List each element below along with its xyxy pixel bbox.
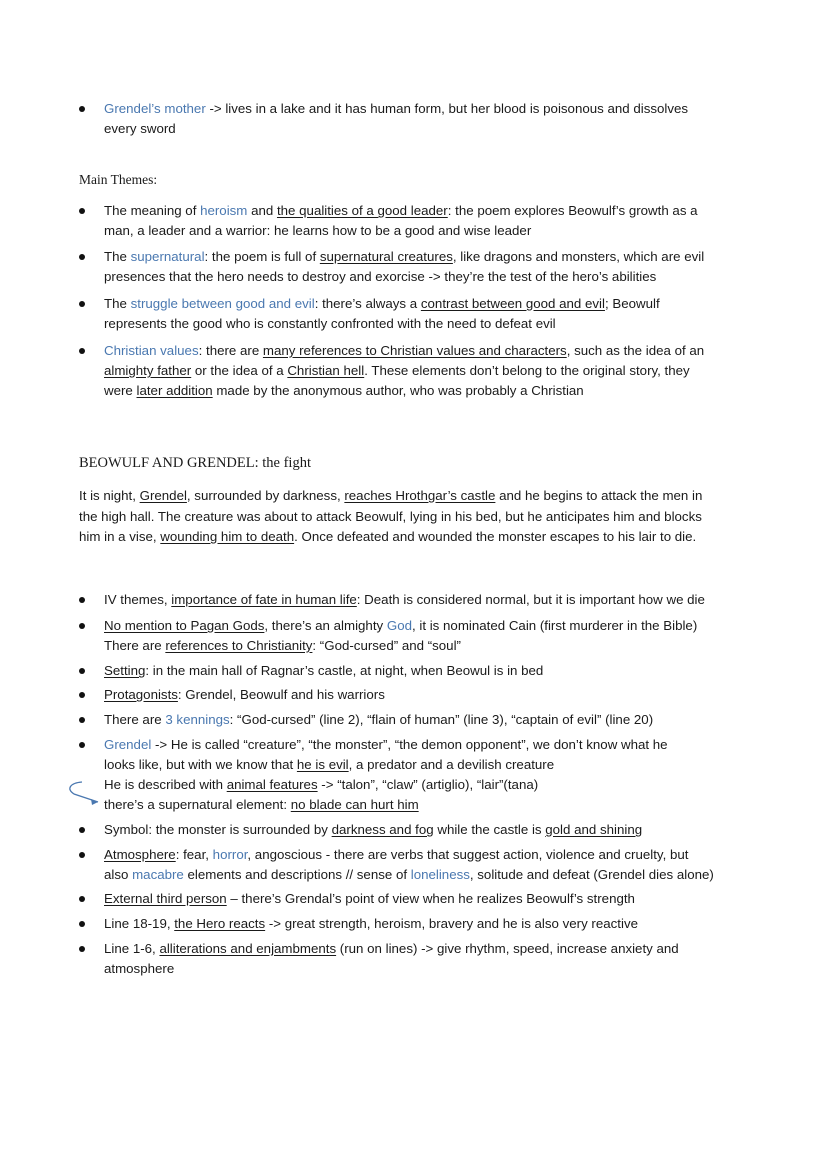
text-span: while the castle is	[433, 822, 546, 837]
text-span: were	[104, 383, 137, 398]
text-span: no blade can hurt him	[290, 797, 419, 812]
text-span: macabre	[132, 867, 184, 882]
text-span: – there’s Grendal’s point of view when he realizes Beowulf’s strength	[226, 891, 635, 906]
text-span: also	[104, 867, 133, 882]
text-span: The	[104, 296, 131, 311]
text-span: : “God-cursed” and “soul”	[312, 638, 461, 653]
text-span: every sword	[104, 121, 176, 136]
text-span: , surrounded by darkness,	[186, 488, 345, 503]
item-grendel	[104, 735, 784, 815]
text-span: there’s a supernatural element:	[104, 797, 291, 812]
text-span: references to Christianity	[165, 638, 313, 653]
text-span: Grendel	[104, 737, 152, 752]
text-span: He is described with	[104, 777, 227, 792]
text-span: supernatural	[130, 249, 205, 264]
bullet-dot	[79, 896, 85, 902]
text-span: and he begins to attack the men in	[495, 488, 703, 503]
text-span: horror	[212, 847, 248, 862]
text-span: the high hall. The creature was about to attack Beowulf, lying in his bed, but he anticipates him and blocks	[79, 508, 702, 524]
bullet-dot	[79, 946, 85, 952]
text-span: the qualities of a good leader	[276, 203, 448, 218]
text-span: Setting	[104, 663, 146, 678]
text-span: he is evil	[296, 757, 349, 772]
text-span: animal features	[226, 777, 318, 792]
text-span: darkness and fog	[331, 822, 434, 837]
text-span: elements and descriptions // sense of	[183, 867, 411, 882]
text-span: Christian hell	[287, 363, 365, 378]
text-span: The	[104, 249, 131, 264]
bullet-dot	[79, 921, 85, 927]
list-item-grendels-mother	[104, 99, 784, 139]
text-span: , solitude and defeat (Grendel dies alone)	[469, 867, 714, 882]
bullet-dot	[79, 827, 85, 833]
text-span: importance of fate in human life	[171, 592, 357, 607]
text-span: . Once defeated and wounded the monster escapes to his lair to die.	[294, 529, 697, 544]
text-span: Grendel	[139, 488, 187, 503]
text-span: , it is nominated Cain (first murderer in the Bible)	[412, 618, 698, 633]
curved-arrow-icon	[64, 779, 102, 809]
item-alliterations	[104, 939, 784, 979]
bullet-dot	[79, 348, 85, 354]
text-span: External third person	[104, 891, 227, 906]
bullet-dot	[79, 742, 85, 748]
text-span: looks like, but with we know that	[104, 757, 297, 772]
text-span: : “God-cursed” (line 2), “flain of human” (line 3), “captain of evil” (line 20)	[229, 712, 654, 727]
text-span: ; Beowulf	[604, 296, 660, 311]
text-span: -> “talon”, “claw” (artiglio), “lair”(tana)	[317, 777, 539, 792]
text-span: Protagonists	[104, 687, 178, 702]
text-span: -> lives in a lake and it has human form, but her blood is poisonous and dissolves	[205, 101, 689, 116]
text-span: heroism	[200, 203, 248, 218]
bullet-dot	[79, 623, 85, 629]
text-span: : the poem explores Beowulf’s growth as a	[447, 203, 698, 218]
bullet-dot	[79, 668, 85, 674]
text-span: God	[386, 618, 412, 633]
text-span: alliterations and enjambments	[159, 941, 337, 956]
text-span: Atmosphere	[104, 847, 176, 862]
text-span: Christian values	[104, 343, 199, 358]
text-span: struggle between good and evil	[130, 296, 315, 311]
text-span: man, a leader and a warrior: he learns how to be a good and wise leader	[104, 223, 532, 238]
text-span: The meaning of	[104, 203, 201, 218]
text-span: . These elements don’t belong to the original story, they	[364, 363, 690, 378]
text-span: later addition	[136, 383, 213, 398]
text-span: : fear,	[175, 847, 213, 862]
text-span: wounding him to death	[160, 529, 295, 544]
text-span: made by the anonymous author, who was probably a Christian	[212, 383, 584, 398]
text-span: No mention to Pagan Gods	[104, 618, 265, 633]
text-span: reaches Hrothgar’s castle	[344, 488, 496, 503]
item-pagan-gods	[104, 616, 784, 656]
text-span: (run on lines) -> give rhythm, speed, increase anxiety and	[336, 941, 679, 956]
bullet-dot	[79, 717, 85, 723]
fight-section-title	[79, 455, 311, 472]
text-span: atmosphere	[104, 961, 175, 976]
text-span: presences that the hero needs to destroy and exorcise -> they’re the test of the hero’s abilities	[104, 269, 657, 284]
bullet-dot	[79, 692, 85, 698]
text-span: loneliness	[410, 867, 470, 882]
item-fate	[104, 590, 784, 610]
text-span: -> great strength, heroism, bravery and he is also very reactive	[265, 916, 638, 931]
bullet-dot	[79, 208, 85, 214]
text-span: , angoscious - there are verbs that suggest action, violence and cruelty, but	[247, 847, 689, 862]
text-span: and	[247, 203, 277, 218]
text-span: There are	[104, 712, 166, 727]
text-span: supernatural creatures	[319, 249, 453, 264]
text-span: represents the good who is constantly confronted with the need to defeat evil	[104, 316, 556, 331]
text-span: the Hero reacts	[174, 916, 266, 931]
text-span: gold and shining	[545, 822, 643, 837]
text-span: : the poem is full of	[204, 249, 320, 264]
item-hero-reacts	[104, 914, 784, 934]
theme-good-vs-evil	[104, 294, 784, 334]
text-span: : the fight	[254, 455, 311, 471]
item-setting	[104, 661, 784, 681]
theme-heroism	[104, 201, 784, 241]
theme-christian-values	[104, 341, 784, 401]
text-span: Line 18-19,	[104, 916, 175, 931]
text-span: almighty father	[104, 363, 192, 378]
bullet-dot	[79, 301, 85, 307]
text-span: or the idea of a	[191, 363, 288, 378]
item-protagonists	[104, 685, 784, 705]
text-span: him in a vise,	[79, 529, 161, 544]
bullet-dot	[79, 106, 85, 112]
text-span: , a predator and a devilish creature	[348, 757, 555, 772]
fight-paragraph	[79, 486, 769, 548]
text-span: -> He is called “creature”, “the monster”, “the demon opponent”, we don’t know what he	[151, 737, 668, 752]
item-atmosphere	[104, 845, 784, 885]
item-narrator	[104, 889, 784, 909]
bullet-dot	[79, 254, 85, 260]
text-span: It is night,	[79, 488, 140, 503]
text-span: many references to Christian values and characters	[262, 343, 567, 358]
theme-supernatural	[104, 247, 784, 287]
text-span: , there’s an almighty	[264, 618, 387, 633]
bullet-dot	[79, 597, 85, 603]
text-span: contrast between good and evil	[420, 296, 605, 311]
item-symbol	[104, 820, 784, 840]
text-span: Symbol: the monster is surrounded by	[104, 822, 332, 837]
item-kennings	[104, 710, 784, 730]
text-span: : Grendel, Beowulf and his warriors	[177, 687, 385, 702]
text-span: : in the main hall of Ragnar’s castle, at night, when Beowul is in bed	[145, 663, 544, 678]
text-span: , like dragons and monsters, which are evil	[452, 249, 705, 264]
main-themes-heading: Main Themes:	[79, 172, 158, 187]
text-span: Grendel’s mother	[104, 101, 206, 116]
text-span: : there are	[198, 343, 263, 358]
text-span: There are	[104, 638, 166, 653]
text-span: BEOWULF AND GRENDEL	[79, 455, 255, 471]
bullet-dot	[79, 852, 85, 858]
text-span: IV themes,	[104, 592, 172, 607]
text-span: : there’s always a	[314, 296, 421, 311]
text-span: Line 1-6,	[104, 941, 160, 956]
text-span: : Death is considered normal, but it is important how we die	[356, 592, 705, 607]
text-span: 3 kennings	[165, 712, 230, 727]
text-span: , such as the idea of an	[566, 343, 705, 358]
